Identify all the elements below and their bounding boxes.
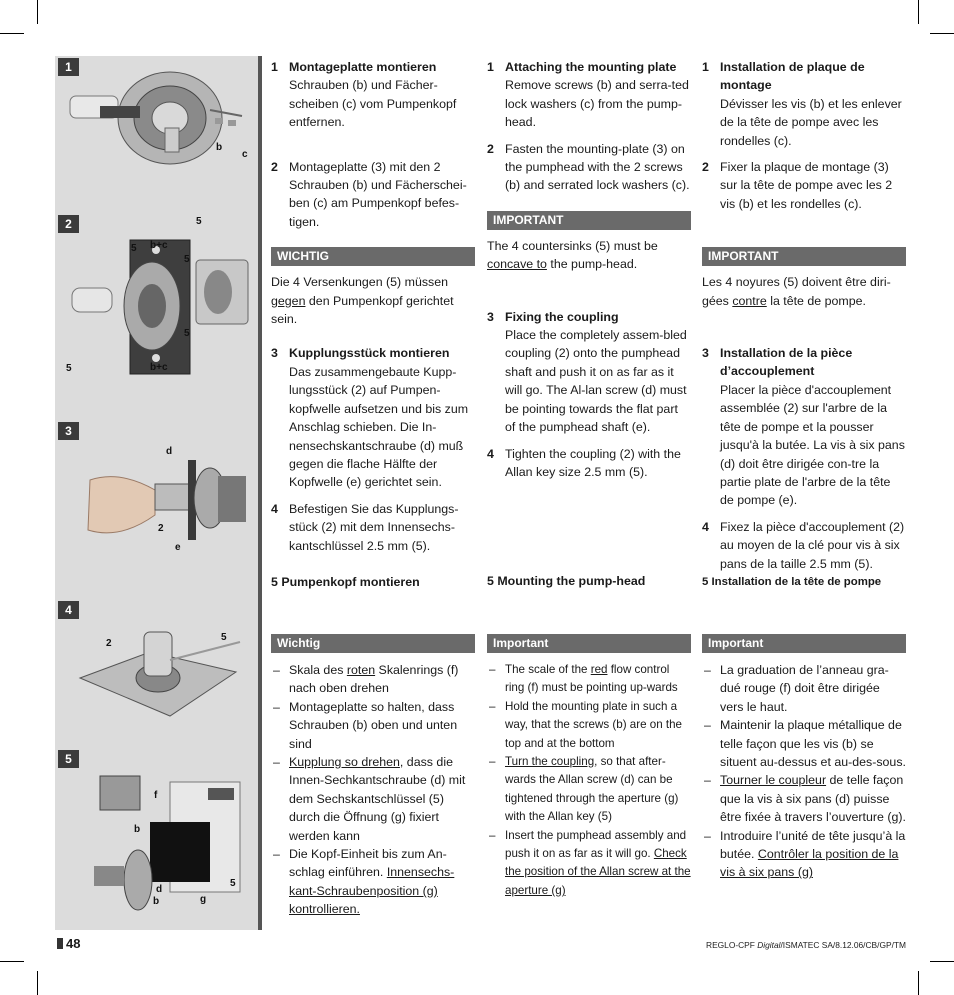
- figure-label: f: [154, 790, 158, 801]
- step-number: 3: [702, 346, 709, 361]
- figure-number: 3: [58, 422, 79, 440]
- important-bar: IMPORTANT: [702, 247, 906, 266]
- item-text: flow control ring (f) must be pointing up-wards: [505, 663, 678, 695]
- figure-label: d: [166, 446, 173, 457]
- step-number: 1: [702, 60, 709, 74]
- step-4: [702, 518, 906, 573]
- note-text: den Pumpenkopf gerichtet sein.: [271, 293, 454, 327]
- step-2: [702, 158, 906, 213]
- step-heading: Fixing the coupling: [505, 309, 619, 324]
- important-note: [487, 237, 691, 274]
- section-heading: 5 Mounting the pump-head: [487, 574, 646, 588]
- dash-list: [271, 661, 475, 919]
- figure-label: 5: [196, 216, 202, 227]
- section-heading: 5 Pumpenkopf montieren: [271, 575, 420, 589]
- german-column: [271, 58, 475, 917]
- dash-list: [487, 661, 691, 900]
- figure-label: 5: [221, 632, 227, 643]
- english-column: [487, 58, 691, 897]
- crop-mark: [918, 0, 919, 24]
- step-text: Tighten the coupling (2) with the Allan key size 2.5 mm (5).: [505, 446, 681, 479]
- step-heading: Montageplatte montieren: [289, 60, 437, 74]
- item-text: The scale of the: [505, 663, 591, 676]
- item-emphasis: roten: [346, 663, 376, 677]
- figure-label: 5: [131, 243, 137, 254]
- note-text: The 4 countersinks (5) must be: [487, 238, 658, 253]
- step-number: 1: [487, 60, 494, 74]
- step-2: [487, 140, 691, 195]
- figure-label: g: [200, 894, 207, 905]
- step-text: Befestigen Sie das Kupplungs-stück (2) mit dem Innensechs-kantschlüssel 2.5 mm (5).: [289, 501, 459, 553]
- step-number: 4: [702, 519, 709, 534]
- step-1: [487, 58, 691, 132]
- note-text: Die 4 Versenkungen (5) müssen: [271, 275, 449, 290]
- crop-mark: [37, 0, 38, 24]
- crop-mark: [0, 961, 24, 962]
- step-text: Montageplatte (3) mit den 2 Schrauben (b) und Fächerschei-ben (c) am Pumpenkopf befes-tigen.: [289, 159, 467, 229]
- item-emphasis: Innensechs-kant-Schraubenposition (g) kontrollieren.: [289, 865, 455, 917]
- figure-number: 4: [58, 601, 79, 619]
- figure-1-photo: [60, 68, 256, 188]
- figure-number: 5: [58, 750, 79, 768]
- figure-label: e: [175, 542, 181, 553]
- step-2: [271, 158, 475, 232]
- figure-label: b: [153, 896, 160, 907]
- step-1: [702, 58, 906, 150]
- step-3: [702, 344, 906, 510]
- figure-number: 1: [58, 58, 79, 76]
- important-note: [271, 273, 475, 328]
- page-number: 48: [66, 936, 81, 951]
- important-note: [702, 273, 906, 310]
- step-heading: Installation de plaque de montage: [720, 60, 865, 93]
- list-item: [487, 753, 691, 827]
- important-bar: WICHTIG: [271, 247, 475, 266]
- crop-mark: [918, 971, 919, 995]
- list-item: [271, 753, 475, 845]
- list-item: [487, 661, 691, 698]
- important-bar: Important: [702, 634, 906, 653]
- step-number: 3: [271, 346, 278, 361]
- dash-list: [702, 661, 906, 882]
- step-text: Remove screws (b) and serra-ted lock washers (c) from the pump-head.: [505, 78, 689, 130]
- step-number: 1: [271, 60, 278, 74]
- step-text: Fixer la plaque de montage (3) sur la tête de pompe avec les 2 vis (b) et les rondelles (c).: [720, 160, 893, 211]
- step-heading: Attaching the mounting plate: [505, 60, 677, 74]
- item-emphasis: Contrôler la position de la vis à six pans (g): [720, 847, 899, 880]
- figure-label: b+c: [150, 240, 168, 251]
- step-number: 2: [702, 160, 709, 175]
- step-number: 4: [271, 501, 278, 516]
- figure-label: 2: [158, 523, 164, 534]
- reference-text: REGLO-CPF: [706, 940, 758, 950]
- item-text: , dass die Innen-Sechkantschraube (d) mit dem Sechskantschlüssel (5) durch die Öffnung (g) fixiert werden kann: [289, 755, 466, 843]
- list-item: [702, 827, 906, 882]
- step-number: 3: [487, 309, 494, 324]
- note-emphasis: contre: [732, 293, 767, 308]
- reference-italic: Digital: [757, 940, 781, 950]
- list-item: – Hold the mounting plate in such a way, that the screws (b) are on the top and at the bottom: [487, 698, 691, 753]
- step-number: 2: [271, 159, 278, 174]
- figure-label: d: [156, 884, 163, 895]
- crop-mark: [930, 33, 954, 34]
- figure-label: 5: [230, 878, 236, 889]
- list-item: – La graduation de l’anneau gra-dué rouge (f) doit être dirigée vers le haut.: [702, 661, 906, 716]
- list-item: [271, 661, 475, 698]
- step-text: Fasten the mounting-plate (3) on the pumphead with the 2 screws (b) and serrated lock washers (c).: [505, 141, 690, 193]
- page-marker: [57, 938, 63, 949]
- item-text: Skala des: [289, 663, 347, 677]
- figure-3-photo: [60, 440, 256, 555]
- strip-divider: [258, 56, 262, 930]
- list-item: – Montageplatte so halten, dass Schrauben (b) oben und unten sind: [271, 698, 475, 753]
- step-text: Place the completely assem-bled coupling (2) onto the pumphead shaft and push it on as far as it will go. The Al-lan screw (d) must be pointing towards the flat part of the pumphead shaft (e).: [505, 328, 687, 435]
- step-text: Schrauben (b) und Fächer-scheiben (c) vom Pumpenkopf entfernen.: [289, 78, 457, 130]
- figure-label: b: [216, 142, 223, 153]
- section-heading: 5 Installation de la tête de pompe: [702, 576, 882, 588]
- item-emphasis: Check the position of the Allan screw at the aperture (g): [505, 847, 691, 897]
- note-text: the pump-head.: [546, 257, 638, 272]
- note-emphasis: concave to: [487, 257, 547, 272]
- figure-label: 5: [184, 254, 190, 265]
- step-number: 2: [487, 141, 494, 156]
- figure-label: b: [134, 824, 141, 835]
- note-emphasis: gegen: [271, 293, 306, 308]
- crop-mark: [0, 33, 24, 34]
- step-number: 4: [487, 446, 494, 461]
- step-4: [271, 500, 475, 555]
- list-item: [271, 845, 475, 919]
- important-bar: Important: [487, 634, 691, 653]
- step-text: Placer la pièce d'accouplement assemblée (2) sur l'arbre de la tête de pompe et la pousser jusqu'à la butée. La vis à six pans (d) doit être dirigée con-tre la partie plate de l'arbre de la tête de pompe (e).: [720, 382, 905, 508]
- note-text: la tête de pompe.: [766, 293, 866, 308]
- item-text: de telle façon que la vis à six pans (d) puisse être fixée à travers l’ouverture (g).: [720, 773, 906, 825]
- figure-label: b+c: [150, 362, 168, 373]
- french-column: [702, 58, 906, 880]
- figure-label: 5: [66, 363, 72, 374]
- reference-text: /ISMATEC SA/8.12.06/CB/GP/TM: [780, 940, 906, 950]
- item-emphasis: Kupplung so drehen: [289, 755, 400, 770]
- note-text: Les 4 noyures (5) doivent être diri-gées: [702, 275, 891, 308]
- figure-label: 5: [184, 328, 190, 339]
- step-text: Fixez la pièce d'accouplement (2) au moyen de la clé pour vis à six pans de la taille 2.5 mm (5).: [720, 519, 905, 571]
- list-item: [487, 827, 691, 901]
- step-heading: Kupplungsstück montieren: [289, 346, 450, 361]
- important-bar: Wichtig: [271, 634, 475, 653]
- list-item: – Maintenir la plaque métallique de telle façon que les vis (b) se situent au-dessus et au-des-sous.: [702, 716, 906, 771]
- item-emphasis: Turn the coupling: [505, 755, 595, 769]
- step-text: Das zusammengebaute Kupp-lungsstück (2) auf Pumpen-kopfwelle aufsetzen und bis zum Anschlag schieben. Die In-nensechskantschraube (d) muß gegen die flache Hälfte der Kopfwelle (e) gerichtet sein.: [289, 364, 469, 490]
- step-1: [271, 58, 475, 132]
- step-3: [271, 344, 475, 491]
- step-heading: Installation de la pièce d’accouplement: [720, 346, 853, 379]
- item-text: , so that after-wards the Allan screw (d) can be tightened through the aperture (g) with the Allan key (5): [505, 755, 679, 824]
- item-text: Insert the pumphead assembly and push it on as far as it will go.: [505, 828, 687, 861]
- item-text: Die Kopf-Einheit bis zum An-schlag einführen.: [289, 847, 447, 880]
- crop-mark: [930, 961, 954, 962]
- important-bar: IMPORTANT: [487, 211, 691, 230]
- list-item: [702, 771, 906, 826]
- item-text: Introduire l’unité de tête jusqu’à la butée.: [720, 828, 906, 862]
- document-reference: [706, 940, 906, 950]
- figure-label: 2: [106, 638, 112, 649]
- crop-mark: [37, 971, 38, 995]
- step-4: [487, 445, 691, 482]
- step-3: [487, 308, 691, 437]
- item-text: Skalenrings (f) nach oben drehen: [289, 663, 459, 696]
- figure-label: c: [242, 149, 248, 160]
- item-emphasis: red: [590, 663, 608, 676]
- figure-number: 2: [58, 215, 79, 233]
- step-text: Dévisser les vis (b) et les enlever de la tête de pompe avec les rondelles (c).: [720, 96, 902, 148]
- item-emphasis: Tourner le coupleur: [720, 773, 827, 788]
